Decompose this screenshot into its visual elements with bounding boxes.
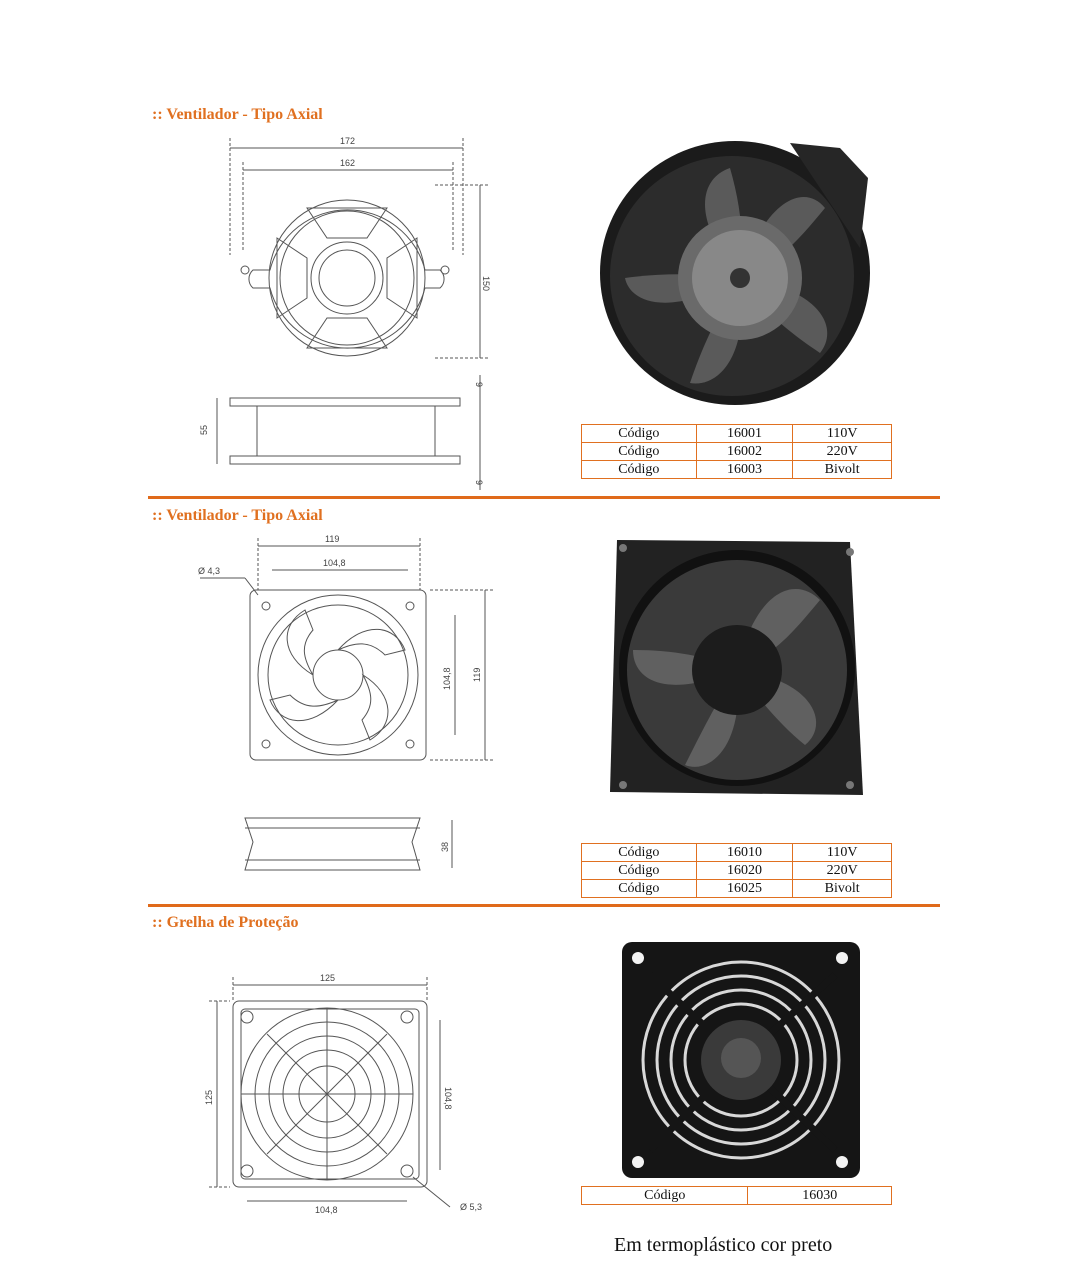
dim-width-outer: 119	[325, 534, 340, 544]
dim-depth: 38	[440, 841, 450, 852]
code-label: Código	[582, 425, 697, 443]
dim-width-outer: 172	[340, 136, 356, 146]
code-label: Código	[582, 844, 697, 862]
table-row	[582, 425, 892, 443]
material-note: Em termoplástico cor preto	[614, 1234, 833, 1256]
voltage-value: 220V	[793, 862, 892, 880]
dim-width-inner: 162	[340, 158, 356, 168]
dim-hole: Ø 5,3	[460, 1202, 483, 1212]
code-label: Código	[582, 443, 697, 461]
section-2-heading: :: Ventilador - Tipo Axial	[152, 507, 323, 524]
code-value: 16025	[696, 880, 793, 898]
code-value: 16003	[696, 461, 793, 479]
table-row	[582, 844, 892, 862]
fan-1-technical-drawing	[195, 130, 505, 490]
dim-width-inner: 104,8	[323, 558, 346, 568]
code-label: Código	[582, 461, 697, 479]
table-row	[582, 1187, 892, 1205]
code-label: Código	[582, 862, 697, 880]
fan-2-technical-drawing	[190, 530, 500, 880]
dim-hole: Ø 4,3	[198, 566, 221, 576]
dim-depth: 55	[199, 424, 209, 435]
code-value: 16001	[696, 425, 793, 443]
code-value: 16020	[696, 862, 793, 880]
code-value: 16002	[696, 443, 793, 461]
section-1-heading: :: Ventilador - Tipo Axial	[152, 106, 323, 123]
dim-height-outer: 125	[204, 1089, 214, 1105]
table-row	[582, 443, 892, 461]
section-3-heading: :: Grelha de Proteção	[152, 914, 299, 931]
grille-photo	[620, 940, 862, 1180]
dim-width-inner: 104,8	[315, 1205, 338, 1215]
fan-1-photo	[590, 128, 875, 413]
dim-flange-top: 9	[474, 382, 484, 388]
code-value: 16010	[696, 844, 793, 862]
code-value: 16030	[748, 1187, 892, 1205]
voltage-value: Bivolt	[793, 461, 892, 479]
grille-technical-drawing	[195, 965, 505, 1225]
fan-2-photo	[605, 530, 867, 810]
dim-height: 150	[481, 276, 491, 292]
dim-flange-bottom: 9	[474, 480, 484, 486]
section-divider	[148, 496, 940, 499]
fan-2-code-table	[581, 843, 892, 898]
table-row	[582, 461, 892, 479]
code-label: Código	[582, 880, 697, 898]
dim-width-outer: 125	[320, 973, 336, 983]
table-row	[582, 880, 892, 898]
code-label: Código	[582, 1187, 748, 1205]
table-row	[582, 862, 892, 880]
voltage-value: 220V	[793, 443, 892, 461]
voltage-value: 110V	[793, 425, 892, 443]
voltage-value: Bivolt	[793, 880, 892, 898]
dim-height-outer: 119	[472, 667, 482, 682]
section-divider	[148, 904, 940, 907]
fan-1-code-table	[581, 424, 892, 479]
grille-code-table	[581, 1186, 892, 1205]
dim-height-inner: 104,8	[442, 667, 452, 690]
voltage-value: 110V	[793, 844, 892, 862]
dim-height-inner: 104,8	[443, 1087, 453, 1110]
